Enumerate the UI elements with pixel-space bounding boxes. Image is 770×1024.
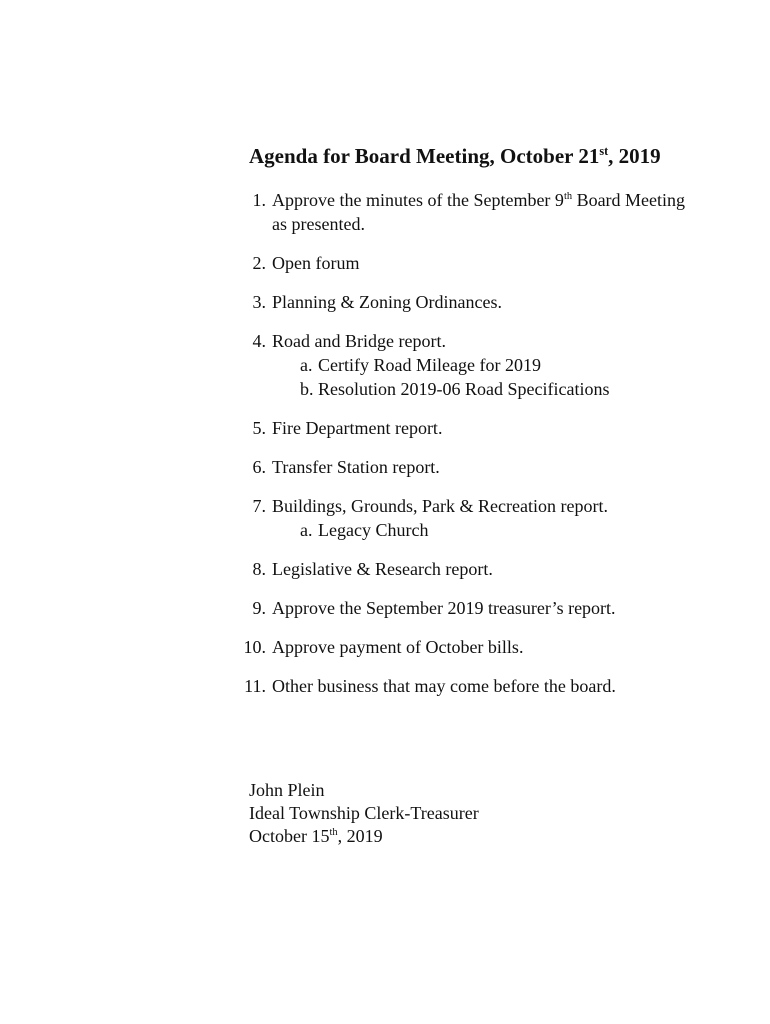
- sub-item-text: Certify Road Mileage for 2019: [318, 355, 541, 375]
- item-number: 1.: [252, 190, 266, 210]
- agenda-item-8: [240, 557, 740, 581]
- agenda-title: [249, 142, 661, 170]
- date-ordinal: th: [329, 827, 338, 838]
- item-text: Open forum: [272, 253, 360, 273]
- signature-block: [249, 779, 479, 848]
- agenda-list: [240, 188, 740, 713]
- item-text: Approve payment of October bills.: [272, 637, 524, 657]
- item-number: 10.: [243, 637, 266, 657]
- title-text: Agenda for Board Meeting, October 21: [249, 144, 600, 168]
- agenda-item-11: [240, 674, 740, 698]
- item-text: Buildings, Grounds, Park & Recreation report.: [272, 496, 608, 516]
- sub-item-4a: [272, 353, 740, 377]
- agenda-item-7: [240, 494, 740, 542]
- sub-item-letter: a.: [300, 520, 313, 540]
- item-text: Transfer Station report.: [272, 457, 440, 477]
- item-number: 7.: [252, 496, 266, 516]
- sub-item-letter: a.: [300, 355, 313, 375]
- signer-role: Ideal Township Clerk-Treasurer: [249, 803, 479, 823]
- signature-date: October 15th, 2019: [249, 826, 383, 846]
- item-ordinal: th: [563, 191, 573, 202]
- sub-item-text: Resolution 2019-06 Road Specifications: [318, 379, 610, 399]
- agenda-item-10: [240, 635, 740, 659]
- item-text: Other business that may come before the board.: [272, 676, 616, 696]
- agenda-item-6: [240, 455, 740, 479]
- item-number: 11.: [244, 676, 266, 696]
- agenda-item-2: [240, 251, 740, 275]
- item-number: 6.: [252, 457, 266, 477]
- agenda-item-1: [240, 188, 740, 236]
- signer-name: John Plein: [249, 780, 325, 800]
- sub-item-letter: b.: [300, 379, 314, 399]
- title-ordinal: st: [599, 144, 609, 158]
- item-number: 5.: [252, 418, 266, 438]
- item-text: Fire Department report.: [272, 418, 443, 438]
- item-number: 4.: [252, 331, 266, 351]
- agenda-item-5: [240, 416, 740, 440]
- title-year: , 2019: [608, 144, 661, 168]
- sub-item-4b: [272, 377, 740, 401]
- item-text-continued: as presented.: [272, 214, 365, 234]
- agenda-item-9: [240, 596, 740, 620]
- sub-item-text: Legacy Church: [318, 520, 429, 540]
- item-number: 8.: [252, 559, 266, 579]
- item-text: Legislative & Research report.: [272, 559, 493, 579]
- agenda-item-3: [240, 290, 740, 314]
- item-text: Approve the minutes of the September 9th Board Meeting: [272, 190, 686, 210]
- item-text: Road and Bridge report.: [272, 331, 446, 351]
- sub-item-7a: [272, 518, 740, 542]
- item-number: 3.: [252, 292, 266, 312]
- item-number: 9.: [252, 598, 266, 618]
- item-text: Planning & Zoning Ordinances.: [272, 292, 502, 312]
- item-number: 2.: [252, 253, 266, 273]
- item-text: Approve the September 2019 treasurer’s report.: [272, 598, 616, 618]
- agenda-item-4: [240, 329, 740, 401]
